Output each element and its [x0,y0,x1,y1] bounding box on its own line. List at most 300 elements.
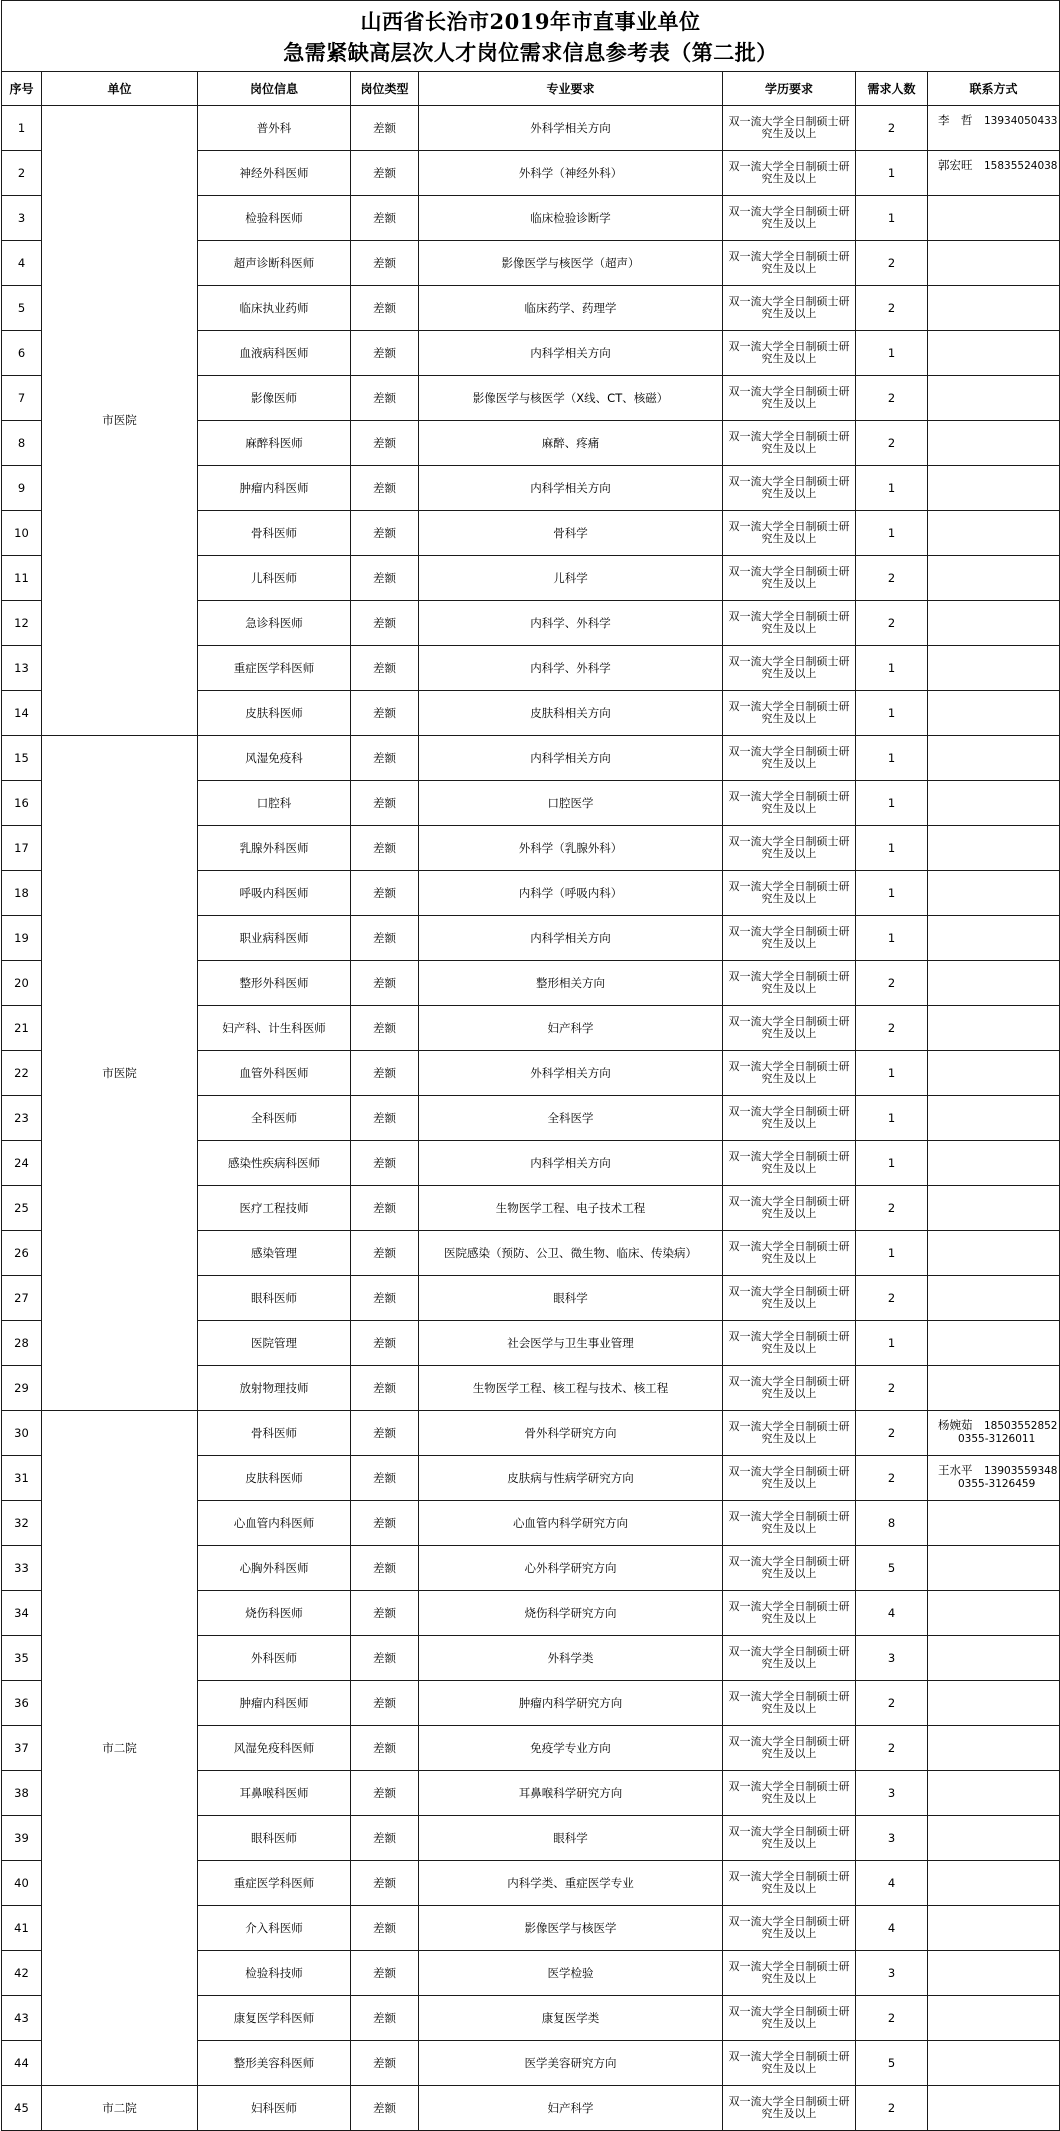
major-requirement: 妇产科学 [419,1006,723,1051]
contact-phone: 15835524038 [984,160,1058,172]
education-requirement: 双一流大学全日制硕士研究生及以上 [723,871,856,916]
post-type: 差额 [351,1906,419,1951]
education-requirement: 双一流大学全日制硕士研究生及以上 [723,1906,856,1951]
table-body [2,106,1060,2131]
contact-cell [928,1096,1060,1141]
row-no: 41 [2,1906,42,1951]
row-no: 45 [2,2086,42,2131]
major-requirement: 骨外科学研究方向 [419,1411,723,1456]
headcount: 1 [856,736,928,781]
post-name: 骨科医师 [198,1411,351,1456]
headcount: 2 [856,1411,928,1456]
education-requirement: 双一流大学全日制硕士研究生及以上 [723,1411,856,1456]
headcount: 3 [856,1816,928,1861]
major-requirement: 外科学相关方向 [419,1051,723,1096]
post-name: 检验科技师 [198,1951,351,1996]
headcount: 1 [856,1231,928,1276]
contact-cell [928,151,1060,196]
post-type: 差额 [351,1096,419,1141]
post-type: 差额 [351,691,419,736]
header-contact: 联系方式 [928,72,1060,106]
post-name: 介入科医师 [198,1906,351,1951]
post-type: 差额 [351,1186,419,1231]
contact-phone: 18503552852 [984,1420,1058,1432]
education-requirement: 双一流大学全日制硕士研究生及以上 [723,826,856,871]
education-requirement: 双一流大学全日制硕士研究生及以上 [723,1636,856,1681]
major-requirement: 骨科学 [419,511,723,556]
headcount: 1 [856,1321,928,1366]
title-line-2: 急需紧缺高层次人才岗位需求信息参考表（第二批） [283,40,778,65]
education-requirement: 双一流大学全日制硕士研究生及以上 [723,1006,856,1051]
post-name: 放射物理技师 [198,1366,351,1411]
contact-cell [928,1231,1060,1276]
headcount: 2 [856,961,928,1006]
headcount: 1 [856,871,928,916]
post-name: 康复医学科医师 [198,1996,351,2041]
education-requirement: 双一流大学全日制硕士研究生及以上 [723,1816,856,1861]
major-requirement: 眼科学 [419,1276,723,1321]
post-name: 检验科医师 [198,196,351,241]
education-requirement: 双一流大学全日制硕士研究生及以上 [723,1366,856,1411]
education-requirement: 双一流大学全日制硕士研究生及以上 [723,1456,856,1501]
major-requirement: 内科学相关方向 [419,331,723,376]
contact-cell [928,241,1060,286]
major-requirement: 儿科学 [419,556,723,601]
post-name: 麻醉科医师 [198,421,351,466]
headcount: 5 [856,1546,928,1591]
education-requirement: 双一流大学全日制硕士研究生及以上 [723,1321,856,1366]
post-name: 急诊科医师 [198,601,351,646]
post-type: 差额 [351,916,419,961]
headcount: 1 [856,646,928,691]
post-name: 眼科医师 [198,1816,351,1861]
headcount: 1 [856,826,928,871]
contact-name: 杨婉茹 [938,1418,973,1432]
contact-cell [928,466,1060,511]
contact-phone: 13903559348 [984,1465,1058,1477]
contact-cell [928,2041,1060,2086]
header-count: 需求人数 [856,72,928,106]
row-no: 27 [2,1276,42,1321]
major-requirement: 外科学相关方向 [419,106,723,151]
major-requirement: 口腔医学 [419,781,723,826]
unit-cell: 市二院 [42,1411,198,2086]
header-major: 专业要求 [419,72,723,106]
post-type: 差额 [351,1951,419,1996]
major-requirement: 影像医学与核医学（X线、CT、核磁） [419,376,723,421]
post-name: 心血管内科医师 [198,1501,351,1546]
table-title [2,1,1060,72]
post-type: 差额 [351,286,419,331]
major-requirement: 生物医学工程、核工程与技术、核工程 [419,1366,723,1411]
headcount: 8 [856,1501,928,1546]
contact-cell [928,286,1060,331]
headcount: 2 [856,1006,928,1051]
header-no: 序号 [2,72,42,106]
post-name: 耳鼻喉科医师 [198,1771,351,1816]
row-no: 34 [2,1591,42,1636]
row-no: 9 [2,466,42,511]
headcount: 4 [856,1861,928,1906]
contact-cell [928,1546,1060,1591]
post-name: 骨科医师 [198,511,351,556]
post-name: 乳腺外科医师 [198,826,351,871]
post-type: 差额 [351,1411,419,1456]
contact-cell [928,646,1060,691]
contact-name: 李 哲 [938,113,973,127]
contact-cell [928,1996,1060,2041]
major-requirement: 内科学类、重症医学专业 [419,1861,723,1906]
row-no: 3 [2,196,42,241]
post-type: 差额 [351,1816,419,1861]
header-edu: 学历要求 [723,72,856,106]
education-requirement: 双一流大学全日制硕士研究生及以上 [723,1951,856,1996]
contact-cell [928,1321,1060,1366]
education-requirement: 双一流大学全日制硕士研究生及以上 [723,1771,856,1816]
headcount: 1 [856,691,928,736]
row-no: 29 [2,1366,42,1411]
major-requirement: 心血管内科学研究方向 [419,1501,723,1546]
post-name: 肿瘤内科医师 [198,466,351,511]
contact-cell [928,106,1060,151]
row-no: 23 [2,1096,42,1141]
contact-cell [928,1051,1060,1096]
unit-cell: 市医院 [42,106,198,736]
table-row [2,736,1060,781]
education-requirement: 双一流大学全日制硕士研究生及以上 [723,1186,856,1231]
post-type: 差额 [351,511,419,556]
post-type: 差额 [351,421,419,466]
unit-cell: 市二院 [42,2086,198,2131]
post-type: 差额 [351,961,419,1006]
post-type: 差额 [351,1006,419,1051]
education-requirement: 双一流大学全日制硕士研究生及以上 [723,2041,856,2086]
major-requirement: 内科学相关方向 [419,1141,723,1186]
contact-cell [928,826,1060,871]
title-line-1: 山西省长治市2019年市直事业单位 [360,9,701,34]
contact-cell [928,1771,1060,1816]
headcount: 2 [856,1996,928,2041]
row-no: 43 [2,1996,42,2041]
post-name: 血液病科医师 [198,331,351,376]
row-no: 17 [2,826,42,871]
education-requirement: 双一流大学全日制硕士研究生及以上 [723,1051,856,1096]
major-requirement: 医学检验 [419,1951,723,1996]
table-row [2,2086,1060,2131]
row-no: 10 [2,511,42,556]
major-requirement: 外科学（乳腺外科） [419,826,723,871]
education-requirement: 双一流大学全日制硕士研究生及以上 [723,421,856,466]
headcount: 2 [856,2086,928,2131]
row-no: 2 [2,151,42,196]
row-no: 22 [2,1051,42,1096]
major-requirement: 影像医学与核医学（超声） [419,241,723,286]
contact-cell [928,376,1060,421]
major-requirement: 内科学、外科学 [419,646,723,691]
headcount: 2 [856,1276,928,1321]
contact-office-phone: 0355-3126459 [958,1478,1036,1490]
headcount: 1 [856,1096,928,1141]
headcount: 1 [856,781,928,826]
headcount: 1 [856,466,928,511]
post-name: 呼吸内科医师 [198,871,351,916]
contact-cell [928,1276,1060,1321]
contact-phone: 13934050433 [984,115,1058,127]
major-requirement: 耳鼻喉科学研究方向 [419,1771,723,1816]
table-row [2,106,1060,151]
contact-name: 郭宏旺 [938,158,973,172]
contact-name: 王水平 [938,1463,973,1477]
education-requirement: 双一流大学全日制硕士研究生及以上 [723,241,856,286]
post-name: 重症医学科医师 [198,646,351,691]
education-requirement: 双一流大学全日制硕士研究生及以上 [723,106,856,151]
post-type: 差额 [351,781,419,826]
post-type: 差额 [351,2086,419,2131]
contact-cell [928,916,1060,961]
contact-cell [928,1816,1060,1861]
row-no: 28 [2,1321,42,1366]
major-requirement: 内科学（呼吸内科） [419,871,723,916]
row-no: 32 [2,1501,42,1546]
education-requirement: 双一流大学全日制硕士研究生及以上 [723,736,856,781]
contact-cell [928,556,1060,601]
row-no: 4 [2,241,42,286]
post-type: 差额 [351,1861,419,1906]
row-no: 33 [2,1546,42,1591]
post-name: 烧伤科医师 [198,1591,351,1636]
row-no: 11 [2,556,42,601]
post-name: 肿瘤内科医师 [198,1681,351,1726]
major-requirement: 免疫学专业方向 [419,1726,723,1771]
contact-cell [928,1501,1060,1546]
headcount: 1 [856,511,928,556]
headcount: 2 [856,106,928,151]
post-type: 差额 [351,1456,419,1501]
education-requirement: 双一流大学全日制硕士研究生及以上 [723,2086,856,2131]
education-requirement: 双一流大学全日制硕士研究生及以上 [723,376,856,421]
post-type: 差额 [351,1726,419,1771]
post-name: 口腔科 [198,781,351,826]
post-name: 心胸外科医师 [198,1546,351,1591]
major-requirement: 医学美容研究方向 [419,2041,723,2086]
headcount: 1 [856,1051,928,1096]
contact-cell [928,1141,1060,1186]
post-type: 差额 [351,646,419,691]
education-requirement: 双一流大学全日制硕士研究生及以上 [723,601,856,646]
post-name: 风湿免疫科医师 [198,1726,351,1771]
major-requirement: 皮肤科相关方向 [419,691,723,736]
recruitment-table [1,0,1060,2131]
contact-cell [928,1906,1060,1951]
contact-cell [928,421,1060,466]
row-no: 14 [2,691,42,736]
major-requirement: 整形相关方向 [419,961,723,1006]
major-requirement: 影像医学与核医学 [419,1906,723,1951]
post-name: 感染性疾病科医师 [198,1141,351,1186]
post-name: 神经外科医师 [198,151,351,196]
contact-cell [928,1951,1060,1996]
major-requirement: 肿瘤内科学研究方向 [419,1681,723,1726]
education-requirement: 双一流大学全日制硕士研究生及以上 [723,1861,856,1906]
contact-cell [928,196,1060,241]
education-requirement: 双一流大学全日制硕士研究生及以上 [723,1591,856,1636]
post-name: 整形外科医师 [198,961,351,1006]
major-requirement: 康复医学类 [419,1996,723,2041]
header-type: 岗位类型 [351,72,419,106]
headcount: 2 [856,1726,928,1771]
major-requirement: 生物医学工程、电子技术工程 [419,1186,723,1231]
row-no: 19 [2,916,42,961]
headcount: 3 [856,1636,928,1681]
post-type: 差额 [351,1051,419,1096]
contact-cell [928,691,1060,736]
headcount: 3 [856,1951,928,1996]
post-type: 差额 [351,466,419,511]
headcount: 2 [856,1366,928,1411]
education-requirement: 双一流大学全日制硕士研究生及以上 [723,151,856,196]
major-requirement: 临床药学、药理学 [419,286,723,331]
headcount: 4 [856,1591,928,1636]
header-row [2,72,1060,106]
header-post: 岗位信息 [198,72,351,106]
row-no: 38 [2,1771,42,1816]
post-name: 眼科医师 [198,1276,351,1321]
row-no: 40 [2,1861,42,1906]
contact-cell [928,511,1060,556]
row-no: 31 [2,1456,42,1501]
post-type: 差额 [351,1996,419,2041]
row-no: 21 [2,1006,42,1051]
contact-cell [928,871,1060,916]
row-no: 15 [2,736,42,781]
contact-cell [928,1006,1060,1051]
headcount: 2 [856,1681,928,1726]
contact-cell [928,601,1060,646]
education-requirement: 双一流大学全日制硕士研究生及以上 [723,781,856,826]
post-type: 差额 [351,196,419,241]
post-type: 差额 [351,241,419,286]
row-no: 42 [2,1951,42,1996]
post-name: 临床执业药师 [198,286,351,331]
contact-cell [928,2086,1060,2131]
education-requirement: 双一流大学全日制硕士研究生及以上 [723,961,856,1006]
contact-cell [928,1681,1060,1726]
education-requirement: 双一流大学全日制硕士研究生及以上 [723,1231,856,1276]
major-requirement: 烧伤科学研究方向 [419,1591,723,1636]
post-name: 医疗工程技师 [198,1186,351,1231]
post-type: 差额 [351,736,419,781]
major-requirement: 内科学、外科学 [419,601,723,646]
education-requirement: 双一流大学全日制硕士研究生及以上 [723,1726,856,1771]
post-type: 差额 [351,1546,419,1591]
headcount: 2 [856,601,928,646]
education-requirement: 双一流大学全日制硕士研究生及以上 [723,1276,856,1321]
row-no: 12 [2,601,42,646]
post-type: 差额 [351,601,419,646]
education-requirement: 双一流大学全日制硕士研究生及以上 [723,1546,856,1591]
post-name: 血管外科医师 [198,1051,351,1096]
contact-cell [928,1411,1060,1456]
contact-cell [928,1591,1060,1636]
major-requirement: 外科学类 [419,1636,723,1681]
row-no: 26 [2,1231,42,1276]
major-requirement: 内科学相关方向 [419,466,723,511]
post-name: 全科医师 [198,1096,351,1141]
major-requirement: 内科学相关方向 [419,736,723,781]
education-requirement: 双一流大学全日制硕士研究生及以上 [723,1681,856,1726]
post-name: 风湿免疫科 [198,736,351,781]
education-requirement: 双一流大学全日制硕士研究生及以上 [723,1096,856,1141]
unit-cell: 市医院 [42,736,198,1411]
row-no: 18 [2,871,42,916]
education-requirement: 双一流大学全日制硕士研究生及以上 [723,646,856,691]
post-type: 差额 [351,1276,419,1321]
contact-cell [928,1636,1060,1681]
major-requirement: 妇产科学 [419,2086,723,2131]
post-name: 整形美容科医师 [198,2041,351,2086]
post-type: 差额 [351,1501,419,1546]
education-requirement: 双一流大学全日制硕士研究生及以上 [723,196,856,241]
row-no: 5 [2,286,42,331]
row-no: 44 [2,2041,42,2086]
header-unit: 单位 [42,72,198,106]
major-requirement: 心外科学研究方向 [419,1546,723,1591]
headcount: 2 [856,1186,928,1231]
contact-cell [928,961,1060,1006]
post-type: 差额 [351,1591,419,1636]
row-no: 13 [2,646,42,691]
headcount: 2 [856,556,928,601]
post-name: 儿科医师 [198,556,351,601]
major-requirement: 全科医学 [419,1096,723,1141]
post-name: 普外科 [198,106,351,151]
row-no: 39 [2,1816,42,1861]
contact-cell [928,1726,1060,1771]
post-type: 差额 [351,1771,419,1816]
education-requirement: 双一流大学全日制硕士研究生及以上 [723,286,856,331]
education-requirement: 双一流大学全日制硕士研究生及以上 [723,1996,856,2041]
post-type: 差额 [351,1636,419,1681]
headcount: 3 [856,1771,928,1816]
headcount: 2 [856,241,928,286]
major-requirement: 内科学相关方向 [419,916,723,961]
headcount: 1 [856,331,928,376]
post-type: 差额 [351,331,419,376]
major-requirement: 医院感染（预防、公卫、微生物、临床、传染病） [419,1231,723,1276]
headcount: 1 [856,196,928,241]
education-requirement: 双一流大学全日制硕士研究生及以上 [723,511,856,556]
row-no: 37 [2,1726,42,1771]
row-no: 24 [2,1141,42,1186]
headcount: 2 [856,1456,928,1501]
contact-cell [928,781,1060,826]
contact-cell [928,736,1060,781]
post-type: 差额 [351,826,419,871]
post-type: 差额 [351,556,419,601]
major-requirement: 眼科学 [419,1816,723,1861]
major-requirement: 麻醉、疼痛 [419,421,723,466]
row-no: 16 [2,781,42,826]
post-type: 差额 [351,376,419,421]
post-type: 差额 [351,1681,419,1726]
post-name: 妇产科、计生科医师 [198,1006,351,1051]
post-type: 差额 [351,106,419,151]
contact-cell [928,1186,1060,1231]
post-type: 差额 [351,1231,419,1276]
row-no: 25 [2,1186,42,1231]
contact-cell [928,331,1060,376]
post-type: 差额 [351,1141,419,1186]
